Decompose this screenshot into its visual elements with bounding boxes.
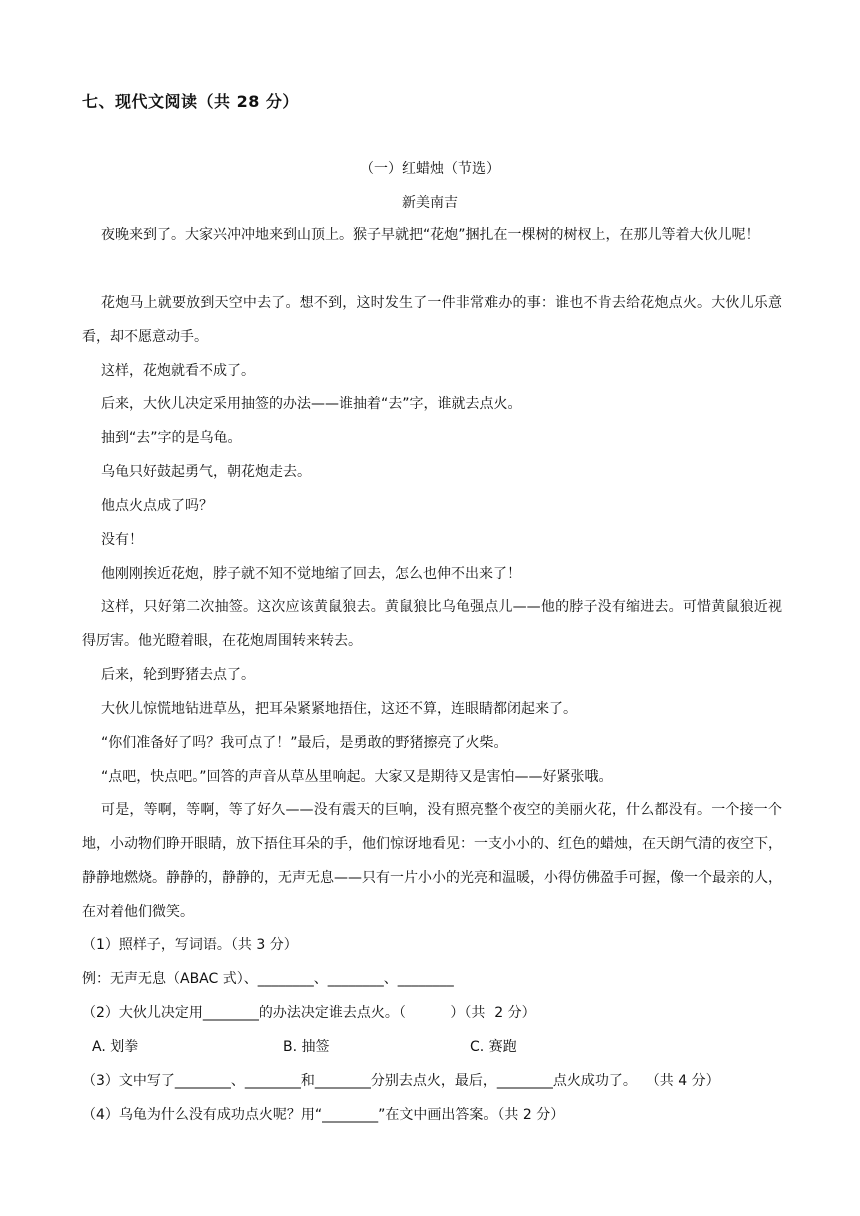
option-a: A. 划拳 xyxy=(92,1039,139,1055)
question-3: （3）文中写了________、________和________分别去点火，最后，________点火成功了。 （共 4 分） xyxy=(82,1073,720,1089)
paragraph: “你们准备好了吗？我可点了！”最后，是勇敢的野猪擦亮了火柴。 xyxy=(101,735,508,751)
paragraph: 可是，等啊，等啊，等了好久——没有震天的巨响，没有照亮整个夜空的美丽火花，什么都没有。一个接一个地，小动物们睁开眼睛，放下捂住耳朵的手，他们惊讶地看见：一支小小的、红色的蜡烛，在天朗气清的夜空下，静静地燃烧。静静的，静静的，无声无息——只有一片小小的光亮和温暖，小得仿佛盈手可握，像一个最亲的人，在对着他们微笑。 xyxy=(82,802,782,920)
option-c: C. 赛跑 xyxy=(470,1039,517,1055)
paragraph: 抽到“去”字的是乌龟。 xyxy=(101,430,242,446)
passage-author: 新美南吉 xyxy=(402,195,458,211)
section-heading: 七、现代文阅读（共 28 分） xyxy=(82,92,299,111)
question-2: （2）大伙儿决定用________的办法决定谁去点火。（ ）（共 2 分） xyxy=(82,1005,536,1021)
passage-title: （一）红蜡烛（节选） xyxy=(360,161,500,177)
option-b: B. 抽签 xyxy=(283,1039,330,1055)
paragraph: 乌龟只好鼓起勇气，朝花炮走去。 xyxy=(101,464,311,480)
paragraph: 后来，大伙儿决定采用抽签的办法——谁抽着“去”字，谁就去点火。 xyxy=(101,396,522,412)
paragraph: 没有！ xyxy=(101,532,143,548)
question-1-example: 例：无声无息（ABAC 式）、________、________、________ xyxy=(82,971,454,987)
paragraph: “点吧，快点吧。”回答的声音从草丛里响起。大家又是期待又是害怕——好紧张哦。 xyxy=(101,769,613,785)
paragraph: 夜晚来到了。大家兴冲冲地来到山顶上。猴子早就把“花炮”捆扎在一棵树的树杈上，在那儿等着大伙儿呢！ xyxy=(101,227,760,243)
paragraph: 这样，只好第二次抽签。这次应该黄鼠狼去。黄鼠狼比乌龟强点儿——他的脖子没有缩进去。可惜黄鼠狼近视得厉害。他光瞪着眼，在花炮周围转来转去。 xyxy=(82,599,782,649)
paragraph: 他刚刚挨近花炮，脖子就不知不觉地缩了回去，怎么也伸不出来了！ xyxy=(101,566,521,582)
paragraph: 他点火点成了吗？ xyxy=(101,498,213,514)
question-1: （1）照样子，写词语。（共 3 分） xyxy=(82,937,298,953)
question-4: （4）乌龟为什么没有成功点火呢？用“________”在文中画出答案。（共 2 分） xyxy=(82,1107,565,1123)
paragraph: 大伙儿惊慌地钻进草丛，把耳朵紧紧地捂住，这还不算，连眼睛都闭起来了。 xyxy=(101,701,577,717)
paragraph: 花炮马上就要放到天空中去了。想不到，这时发生了一件非常难办的事：谁也不肯去给花炮点火。大伙儿乐意看，却不愿意动手。 xyxy=(82,295,782,345)
paragraph: 这样，花炮就看不成了。 xyxy=(101,363,255,379)
paragraph: 后来，轮到野猪去点了。 xyxy=(101,667,255,683)
